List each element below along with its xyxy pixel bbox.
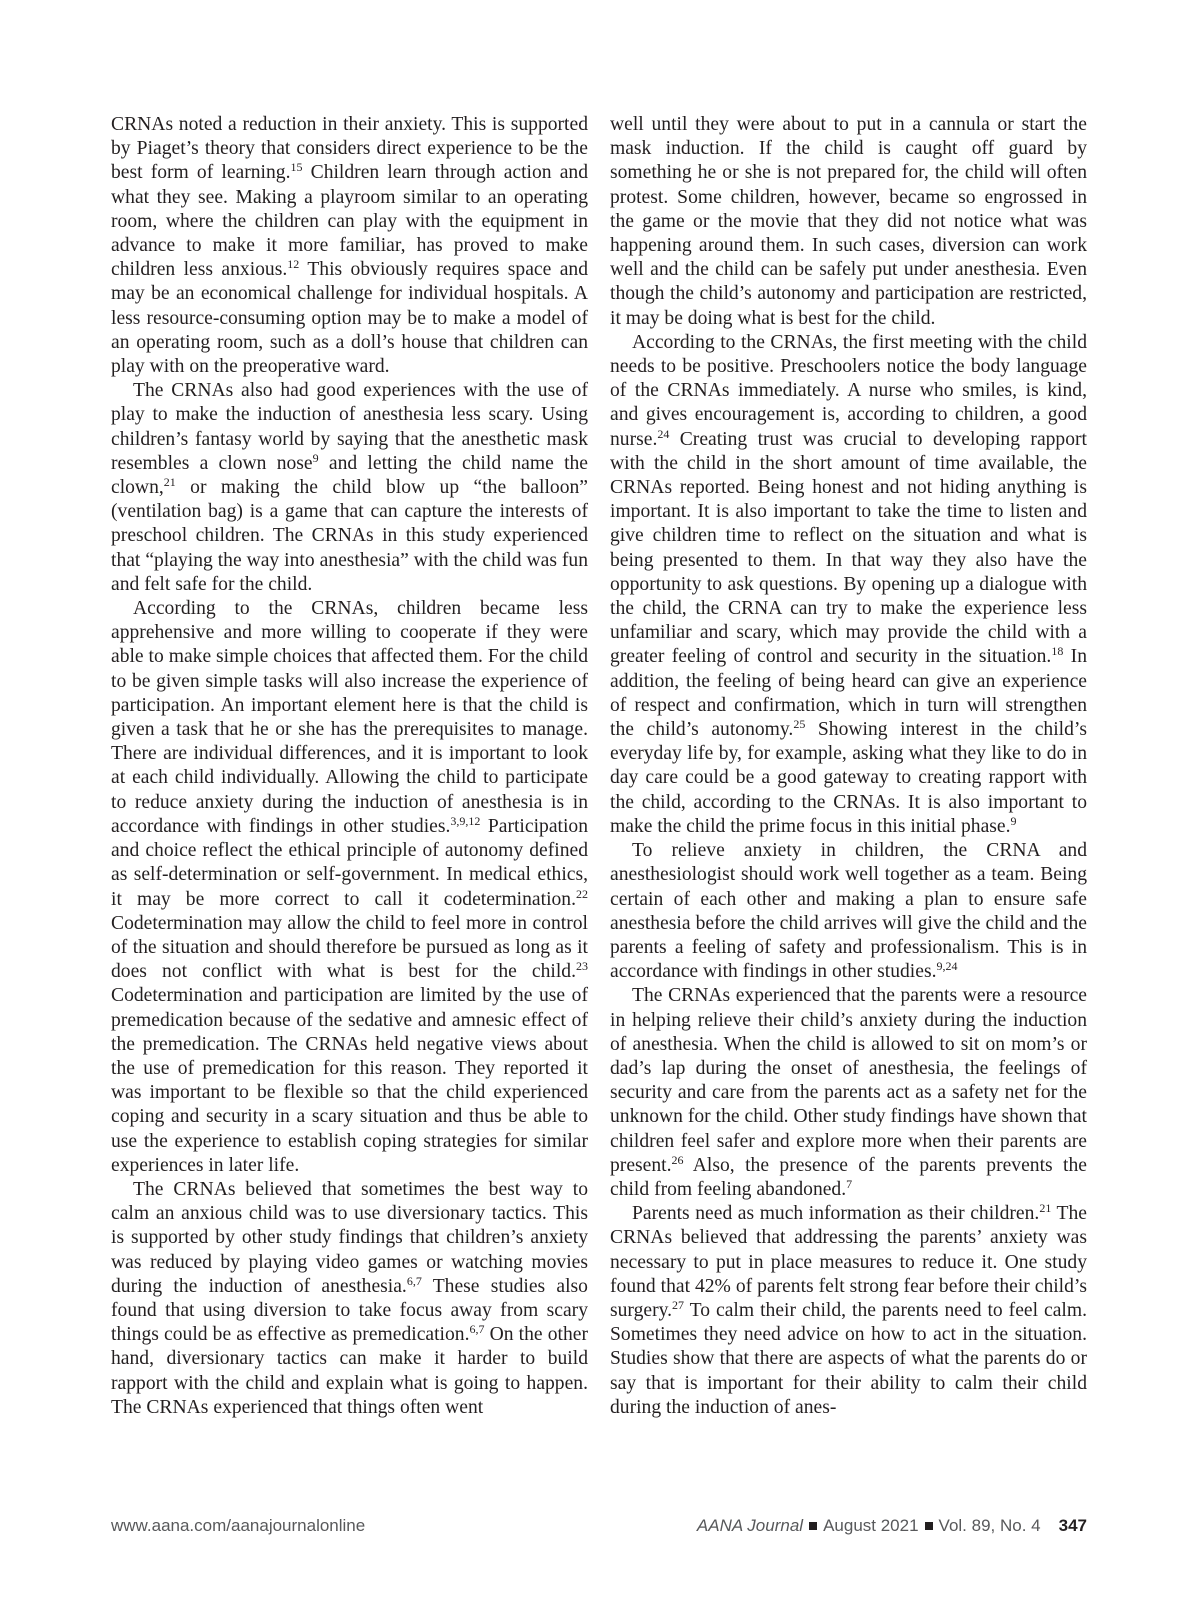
paragraph-text: These studies also found that using diversion to take focus away from scary things could be as effective as premedication. bbox=[111, 1275, 588, 1346]
paragraph-text: This obviously requires space and may be an economical challenge for individual hospitals. A less resource-consuming option may be to make a model of an operating room, such as a doll’s house that children can play with on the preoperative ward. bbox=[111, 259, 588, 378]
citation-superscript: 6,7 bbox=[406, 1273, 422, 1288]
paragraph-text: To calm their child, the parents need to feel calm. Sometimes they need advice on how to act in the situation. Studies show that there are aspects of what the parents do or say that is important for their ability to calm their child during the induction of anes- bbox=[610, 1299, 1087, 1418]
citation-superscript: 27 bbox=[672, 1297, 685, 1312]
paragraph-text: Parents need as much information as their children. bbox=[632, 1203, 1040, 1225]
separator-square-icon bbox=[925, 1522, 933, 1530]
paragraph-text: The CRNAs believed that addressing the parents’ anxiety was necessary to put in place measures to reduce it. One study found that 42% of parents felt strong fear before their child’s surgery. bbox=[610, 1203, 1088, 1321]
citation-superscript: 15 bbox=[290, 160, 303, 175]
paragraph-text: Participation and choice reflect the ethical principle of autonomy defined as self-determination or self-government. In medical ethics, it may be more correct to call it codetermination. bbox=[111, 815, 588, 910]
paragraph-text: well until they were about to put in a cannula or start the mask induction. If the child is caught off guard by something he or she is not prepared for, the child will often protest. Some children, however, became so engrossed in the game or the movie that they did not notice what was happening around them. In such cases, diversion can work well and the child can be safely put under anesthesia. Even though the child’s autonomy and participation are restricted, it may be doing what is best for the child. bbox=[610, 114, 1087, 329]
citation-superscript: 26 bbox=[671, 1152, 684, 1167]
page-number: 347 bbox=[1058, 1516, 1087, 1535]
paragraph-text: Codetermination and participation are limited by the use of premedication because of the sedative and amnesic effect of the premedication. The CRNAs held negative views about the use of premedication for this reason. They reported it was important to be flexible so that the child experienced coping and security in a scary situation and thus be able to use the experience to establish coping strategies for similar experiences in later life. bbox=[111, 985, 588, 1176]
paragraph-text: Children learn through action and what they see. Making a playroom similar to an operating room, where the children can play with the equipment in advance to make it more familiar, has proved to make children less anxious. bbox=[111, 162, 589, 281]
paragraph bbox=[111, 1178, 588, 1420]
citation-superscript: 23 bbox=[576, 959, 588, 974]
citation-superscript: 24 bbox=[657, 426, 670, 441]
citation-superscript: 9 bbox=[312, 450, 319, 465]
citation-superscript: 9 bbox=[1010, 813, 1017, 828]
paragraph-text: and letting the child name the clown, bbox=[111, 452, 589, 499]
paragraph-text: According to the CRNAs, children became less apprehensive and more willing to cooperate if they were able to make simple choices that affected them. For the child to be given simple tasks will also increase the experience of participation. An important element here is that the child is given a task that he or she has the prerequisites to manage. There are individual differences, and it is important to look at each child individually. Allowing the child to participate to reduce anxiety during the induction of anesthesia is in accordance with findings in other studies. bbox=[111, 598, 588, 837]
issue-date: August 2021 bbox=[823, 1516, 919, 1535]
paragraph bbox=[111, 113, 588, 379]
footer-citation bbox=[697, 1516, 1087, 1536]
paragraph bbox=[610, 331, 1087, 839]
paragraph-text: Codetermination may allow the child to feel more in control of the situation and should therefore be pursued as long as it does not conflict with what is best for the child. bbox=[111, 912, 588, 983]
paragraph-text: To relieve anxiety in children, the CRNA and anesthesiologist should work well together as a team. Being certain of each other and making a plan to ensure safe anesthesia before the child arrives will give the child and the parents a feeling of safety and professionalism. This is in accordance with findings in other studies. bbox=[610, 840, 1087, 983]
paragraph-text: In addition, the feeling of being heard can give an experience of respect and confirmation, which in turn will strengthen the child’s autonomy. bbox=[610, 646, 1087, 741]
paragraph bbox=[111, 379, 588, 597]
paragraph-text: CRNAs noted a reduction in their anxiety. This is supported by Piaget’s theory that considers direct experience to be the best form of learning. bbox=[111, 114, 588, 184]
paragraph-text: Creating trust was crucial to developing rapport with the child in the short amount of time available, the CRNAs reported. Being honest and not hiding anything is important. It is also important to take the time to listen and give children time to reflect on the situation and what is being presented to them. In that way they also have the opportunity to ask questions. By opening up a dialogue with the child, the CRNA can try to make the experience less unfamiliar and scary, which may provide the child with a greater feeling of control and security in the situation. bbox=[610, 428, 1087, 668]
right-column bbox=[610, 113, 1087, 1420]
citation-superscript: 18 bbox=[1051, 644, 1064, 659]
journal-name: AANA Journal bbox=[696, 1516, 804, 1535]
citation-superscript: 6,7 bbox=[469, 1322, 485, 1337]
paragraph-text: According to the CRNAs, the first meeting with the child needs to be positive. Preschoolers notice the body language of the CRNAs immediately. A nurse who smiles, is kind, and gives encouragement is, according to children, a good nurse. bbox=[610, 331, 1087, 450]
citation-superscript: 22 bbox=[576, 886, 588, 901]
citation-superscript: 21 bbox=[163, 475, 176, 490]
citation-superscript: 7 bbox=[846, 1176, 853, 1191]
paragraph-text: On the other hand, diversionary tactics can make it harder to build rapport with the child and explain what is going to happen. The CRNAs experienced that things often went bbox=[111, 1324, 588, 1418]
left-column bbox=[111, 113, 588, 1420]
paragraph bbox=[111, 597, 588, 1178]
volume-issue: Vol. 89, No. 4 bbox=[938, 1516, 1041, 1535]
citation-superscript: 25 bbox=[793, 717, 806, 732]
paragraph-text: or making the child blow up “the balloon” (ventilation bag) is a game that can capture the interests of preschool children. The CRNAs in this study experienced that “playing the way into anesthesia” with the child was fun and felt safe for the child. bbox=[111, 477, 588, 595]
paragraph bbox=[610, 1202, 1087, 1420]
separator-square-icon bbox=[809, 1522, 817, 1530]
citation-superscript: 3,9,12 bbox=[450, 813, 481, 828]
page-footer bbox=[111, 1516, 1087, 1540]
paragraph-text: Also, the presence of the parents prevents the child from feeling abandoned. bbox=[610, 1154, 1087, 1200]
paragraph bbox=[610, 839, 1087, 984]
paragraph-text: The CRNAs believed that sometimes the best way to calm an anxious child was to use diversionary tactics. This is supported by other study findings that children’s anxiety was reduced by playing video games or watching movies during the induction of anesthesia. bbox=[111, 1178, 588, 1297]
paragraph bbox=[610, 984, 1087, 1202]
paragraph bbox=[610, 113, 1087, 331]
paragraph-text: The CRNAs experienced that the parents were a resource in helping relieve their child’s anxiety during the induction of anesthesia. When the child is allowed to sit on mom’s or dad’s lap during the onset of anesthesia, the feelings of security and care from the parents act as a safety net for the unknown for the child. Other study findings have shown that children feel safer and explore more when their parents are present. bbox=[610, 985, 1087, 1176]
journal-url[interactable]: www.aana.com/aanajournalonline bbox=[111, 1516, 366, 1535]
citation-superscript: 9,24 bbox=[936, 959, 958, 974]
citation-superscript: 21 bbox=[1039, 1201, 1052, 1216]
paragraph-text: Showing interest in the child’s everyday life by, for example, asking what they like to do in day care could be a good gateway to creating rapport with the child, according to the CRNAs. It is also important to make the child the prime focus in this initial phase. bbox=[610, 719, 1087, 837]
paragraph-text: The CRNAs also had good experiences with the use of play to make the induction of anesthesia less scary. Using children’s fantasy world by saying that the anesthetic mask resembles a clown nose bbox=[111, 380, 588, 474]
citation-superscript: 12 bbox=[287, 257, 300, 272]
